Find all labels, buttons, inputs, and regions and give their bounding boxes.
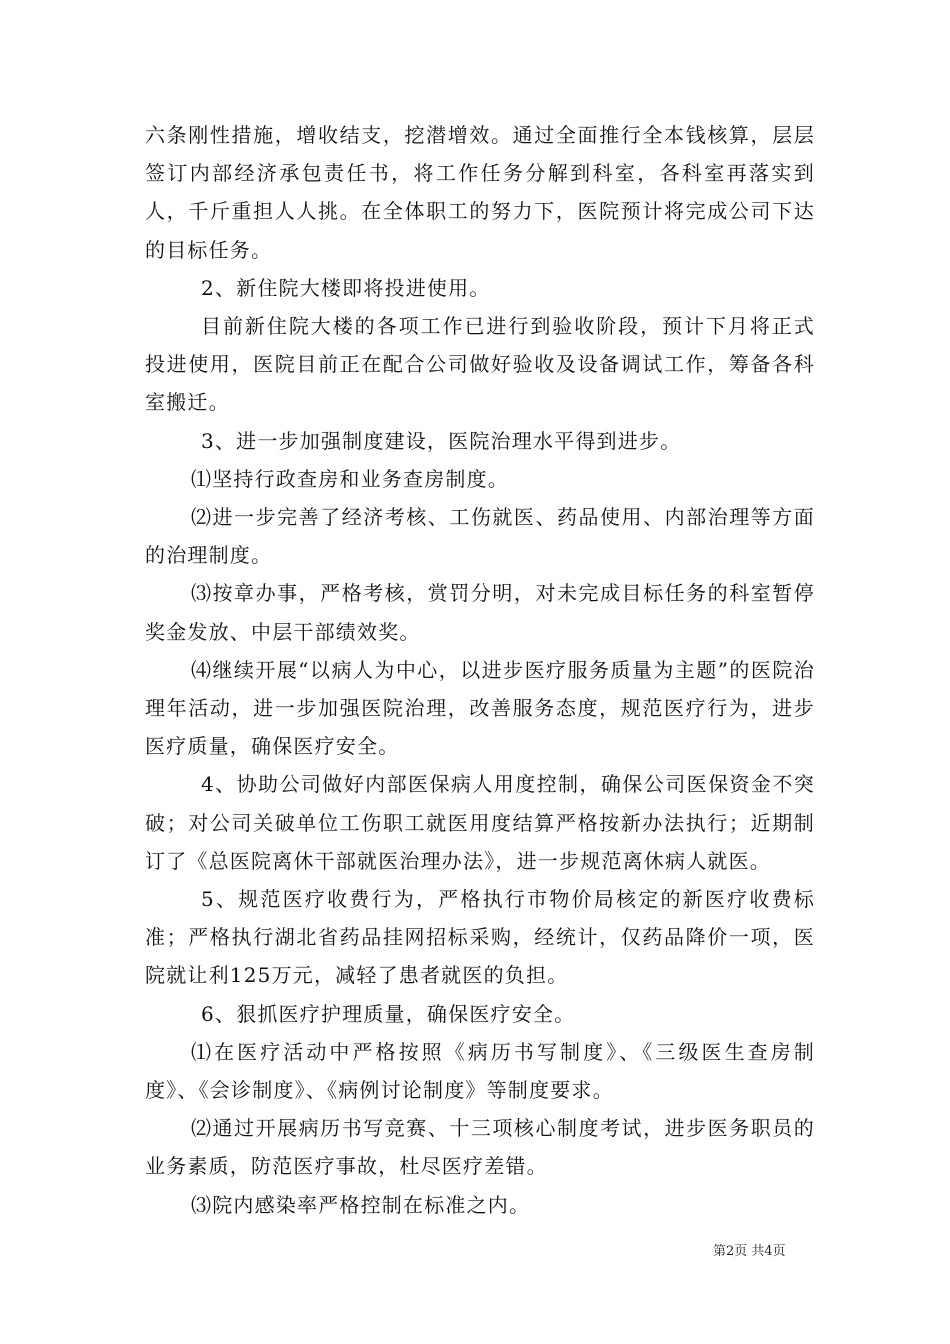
page-number-footer: 第2页 共4页 — [713, 1244, 786, 1259]
paragraph-item-3-1: ⑴坚持行政查房和业务查房制度。 — [191, 466, 509, 491]
paragraph-heading-2: 2、新住院大楼即将投进使用。 — [201, 275, 491, 300]
paragraph-new-building: 目前新住院大楼的各项工作已进行到验收阶段，预计下月将正式投进使用，医院目前正在配合公司做好验收及设备调试工作，筹备各科室搬迁。 — [145, 314, 815, 415]
paragraph-item-3-3: ⑶按章办事，严格考核，赏罚分明，对未完成目标任务的科室暂停奖金发放、中层干部绩效奖。 — [145, 581, 815, 644]
paragraph-item-6-3: ⑶院内感染率严格控制在标准之内。 — [191, 1192, 531, 1217]
document-body — [145, 116, 815, 1224]
paragraph-heading-3: 3、进一步加强制度建设，医院治理水平得到进步。 — [201, 428, 682, 453]
paragraph-heading-4: 4、协助公司做好内部医保病人用度控制，确保公司医保资金不突破；对公司关破单位工伤职工就医用度结算严格按新办法执行；近期制订了《总医院离休干部就医治理办法》，进一步规范离休病人就医。 — [145, 772, 815, 873]
paragraph-item-3-4: ⑷继续开展“以病人为中心，以进步医疗服务质量为主题”的医院治理年活动，进一步加强医院治理，改善服务态度，规范医疗行为，进步医疗质量，确保医疗安全。 — [145, 657, 815, 759]
paragraph-item-3-2: ⑵进一步完善了经济考核、工伤就医、药品使用、内部治理等方面的治理制度。 — [145, 505, 815, 568]
paragraph-heading-5: 5、规范医疗收费行为，严格执行市物价局核定的新医疗收费标准；严格执行湖北省药品挂网招标采购，经统计，仅药品降价一项，医院就让利125万元，减轻了患者就医的负担。 — [145, 887, 815, 988]
paragraph-item-6-1: ⑴在医疗活动中严格按照《病历书写制度》、《三级医生查房制度》、《会诊制度》、《病例讨论制度》等制度要求。 — [145, 1039, 815, 1103]
paragraph-item-6-2: ⑵通过开展病历书写竞赛、十三项核心制度考试，进步医务职员的业务素质，防范医疗事故，杜尽医疗差错。 — [145, 1116, 815, 1179]
paragraph-heading-6: 6、狠抓医疗护理质量，确保医疗安全。 — [201, 1001, 576, 1026]
paragraph-measures: 六条刚性措施，增收结支，挖潜增效。通过全面推行全本钱核算，层层签订内部经济承包责任书，将工作任务分解到科室，各科室再落实到人，千斤重担人人挑。在全体职工的努力下，医院预计将完成公司下达的目标任务。 — [145, 123, 815, 262]
